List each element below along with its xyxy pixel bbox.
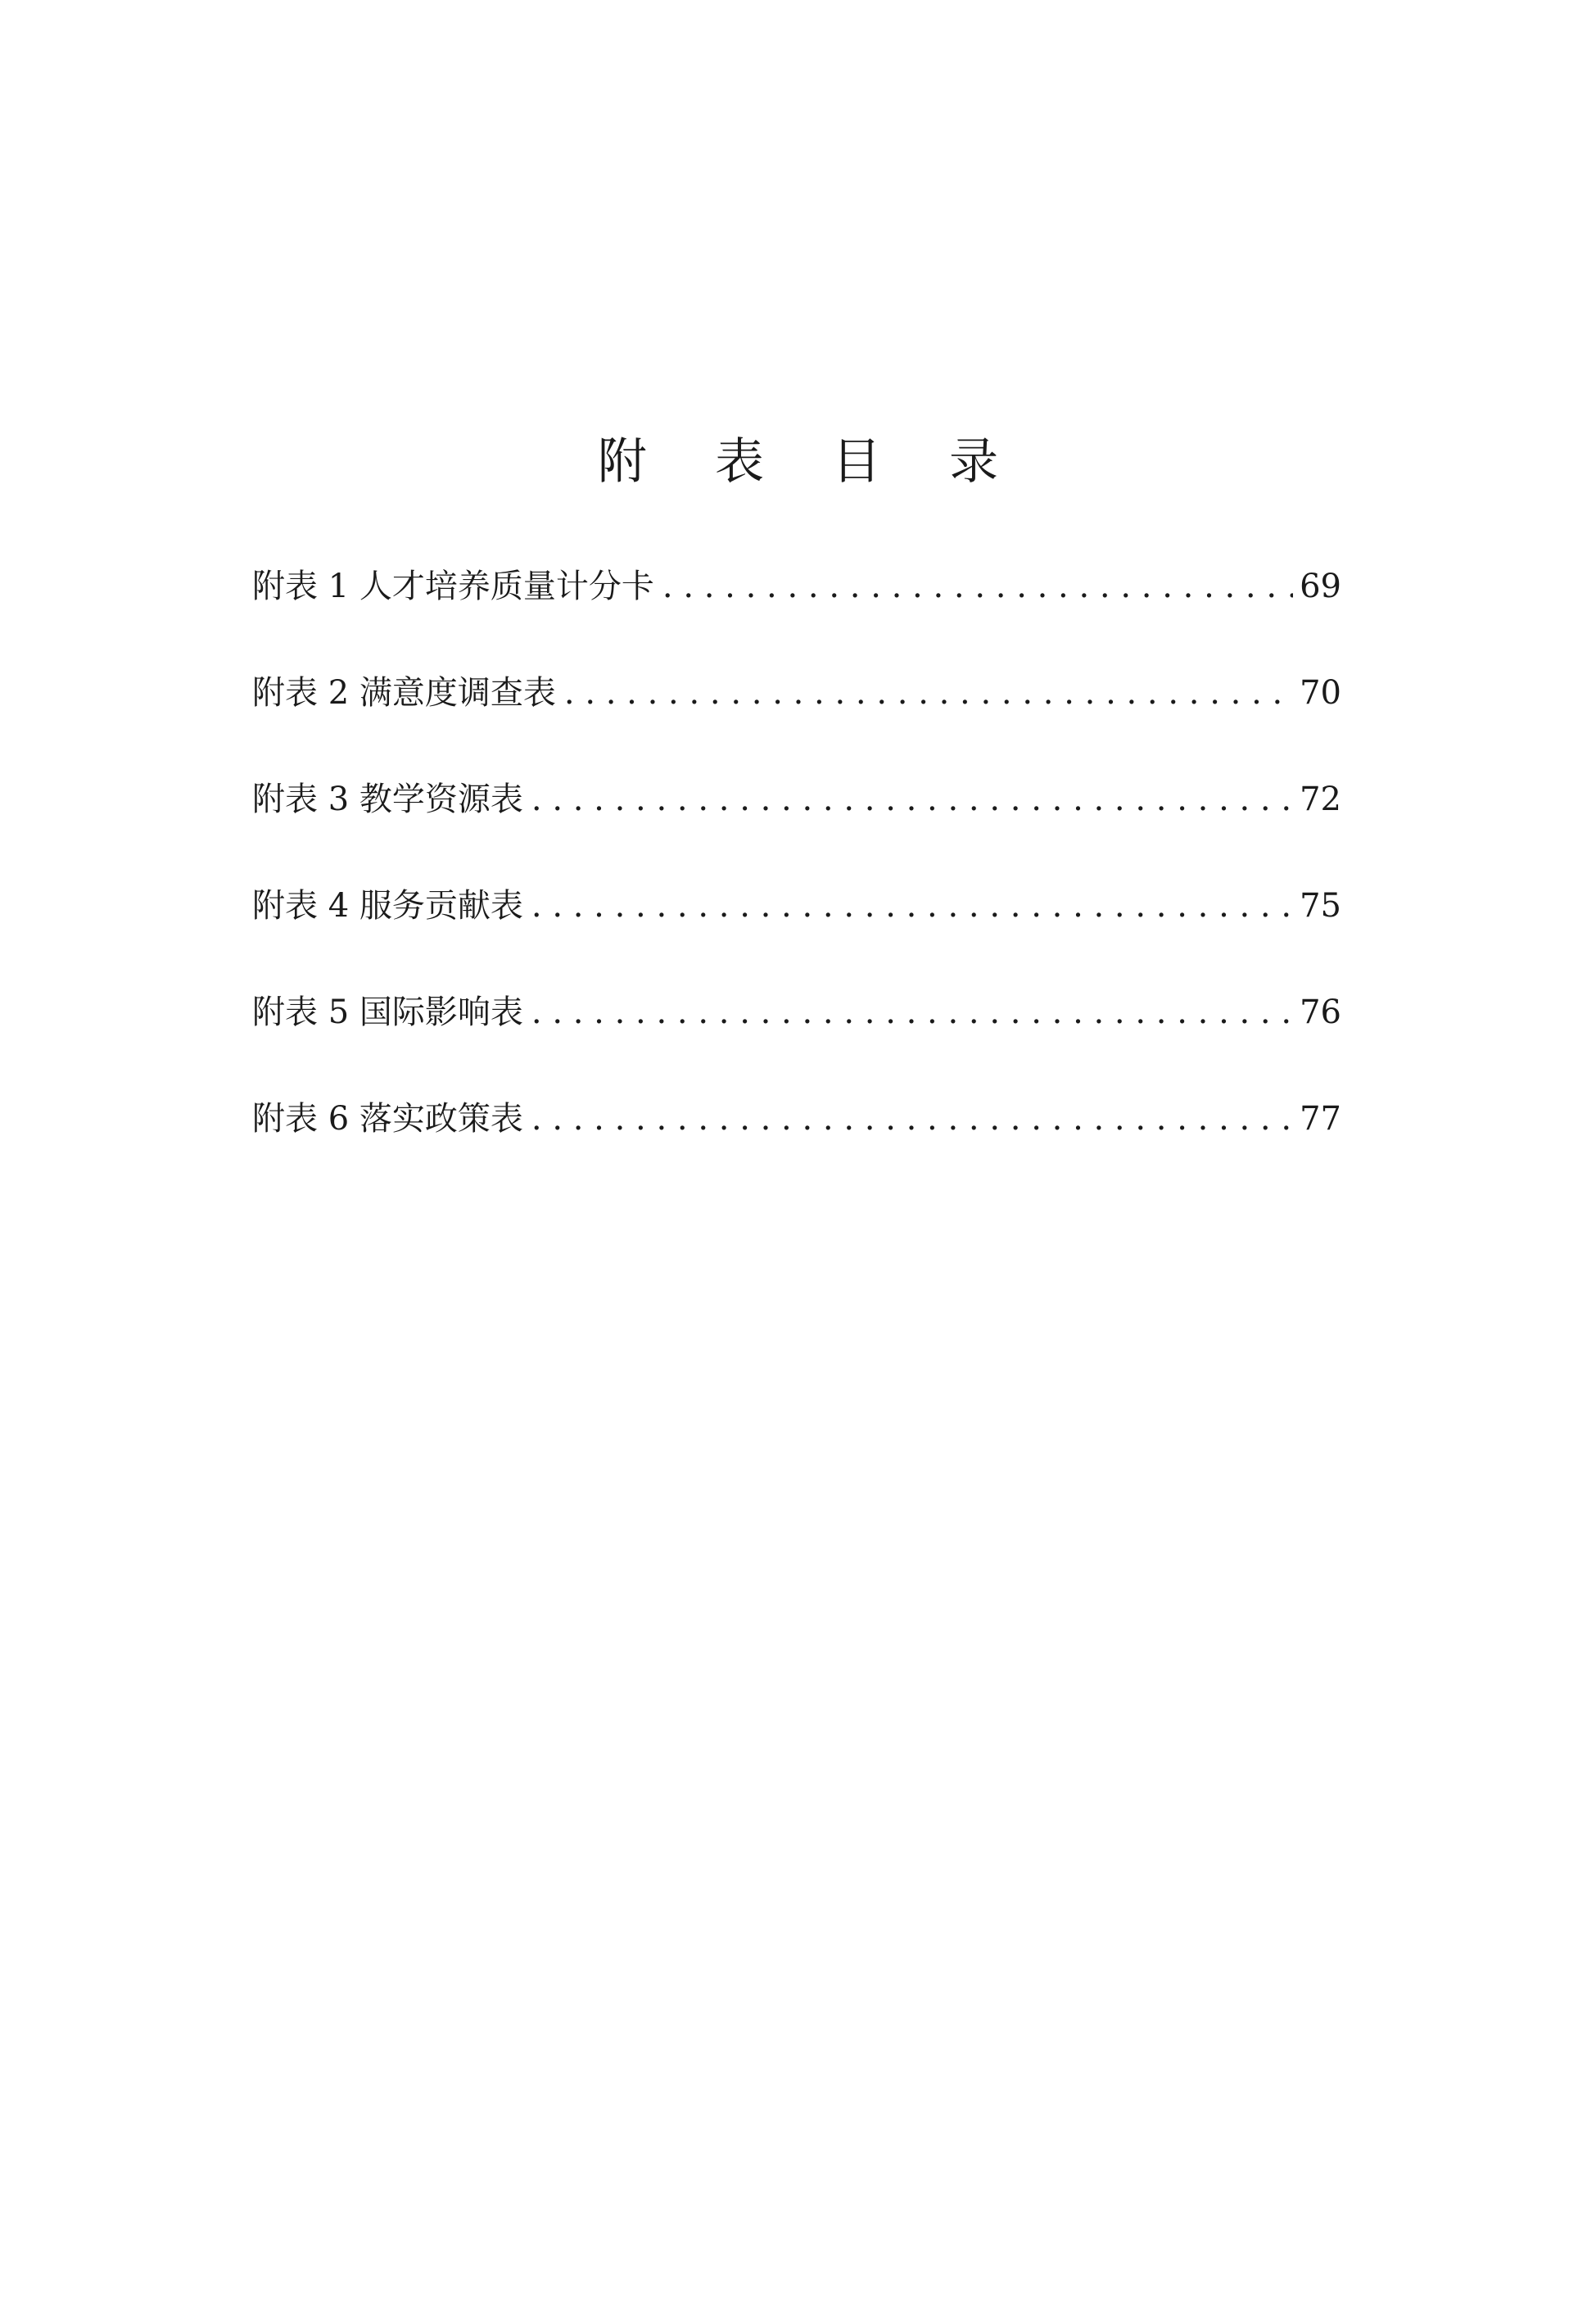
- toc-entry-page: 69: [1300, 568, 1341, 605]
- toc-dot-leader: [531, 883, 1293, 929]
- toc-entry[interactable]: [252, 1096, 1341, 1202]
- toc-entry[interactable]: [252, 776, 1341, 883]
- toc-entry-page: 76: [1300, 994, 1341, 1031]
- toc-dot-leader: [531, 776, 1293, 822]
- toc-entry-page: 75: [1300, 887, 1341, 925]
- toc-dot-leader: [564, 670, 1293, 716]
- toc-entry[interactable]: [252, 989, 1341, 1096]
- toc-entry-page: 72: [1300, 781, 1341, 818]
- toc-entry-label: 附表 5 国际影响表: [252, 994, 523, 1031]
- toc-dot-leader: [531, 989, 1293, 1035]
- toc-dot-leader: [531, 1096, 1293, 1142]
- toc-entry-page: 77: [1300, 1100, 1341, 1138]
- toc-entry-label: 附表 2 满意度调查表: [252, 674, 556, 712]
- toc-entry[interactable]: [252, 883, 1341, 989]
- table-of-contents: [252, 564, 1341, 1202]
- toc-entry[interactable]: [252, 670, 1341, 776]
- toc-entry-label: 附表 4 服务贡献表: [252, 887, 523, 925]
- toc-entry[interactable]: [252, 564, 1341, 670]
- page-title: 附 表 目 录: [597, 433, 1025, 491]
- toc-dot-leader: [662, 564, 1293, 609]
- toc-entry-label: 附表 1 人才培养质量计分卡: [252, 568, 654, 605]
- toc-entry-label: 附表 3 教学资源表: [252, 781, 523, 818]
- toc-entry-page: 70: [1300, 674, 1341, 712]
- toc-entry-label: 附表 6 落实政策表: [252, 1100, 523, 1138]
